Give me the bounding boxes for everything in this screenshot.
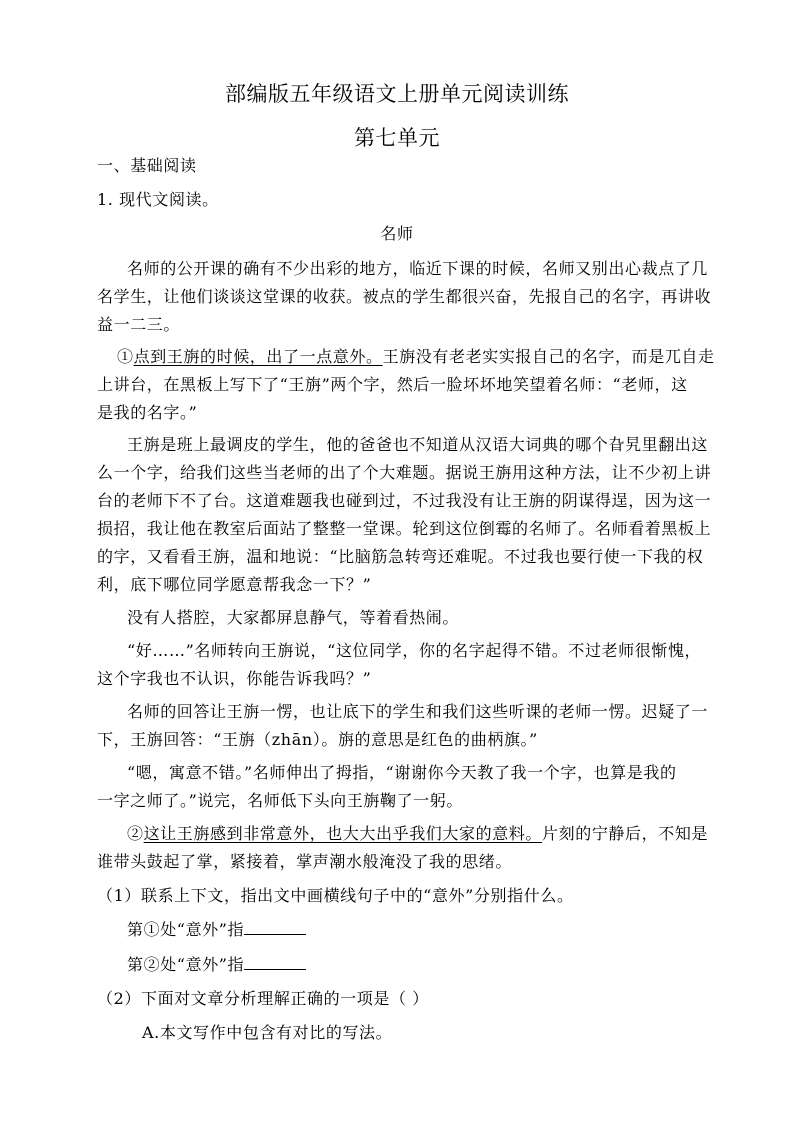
paragraph-4: 没有人搭腔，大家都屏息静气，等着看热闹。 (127, 608, 460, 627)
marker-2: ② (127, 824, 144, 843)
paragraph-6-line: 下，王旃回答：“王旃（zhān）。旃的意思是红色的曲柄旗。” (97, 730, 538, 749)
paragraph-7-line: “嗯，寓意不错。”名师伸出了拇指，“谢谢你今天教了我一个字，也算是我的 (127, 763, 677, 782)
paragraph-8-line: 谁带头鼓起了掌，紧接着，掌声潮水般淹没了我的思绪。 (97, 852, 513, 871)
underlined-sentence-1: 点到王旃的时候，出了一点意外。 (133, 347, 383, 366)
paragraph-2-line: 是我的名字。” (97, 403, 198, 422)
answer-2-blank[interactable] (244, 955, 306, 970)
paragraph-2-rest: 王旃没有老老实实报自己的名字，而是兀自走 (382, 347, 715, 366)
paragraph-1-line: 名学生，让他们谈谈这堂课的收获。被点的学生都很兴奋，先报自己的名字，再讲收 (97, 287, 712, 306)
option-a: A.本文写作中包含有对比的写法。 (142, 1023, 393, 1042)
paragraph-3-line: 利，底下哪位同学愿意帮我念一下？” (97, 575, 372, 594)
paragraph-2-line: 上讲台，在黑板上写下了“王旃”两个字，然后一脸坏坏地笑望着名师：“老师，这 (97, 375, 688, 394)
paragraph-2-line (117, 344, 727, 367)
paragraph-3-line: 损招，我让他在教室后面站了整整一堂课。轮到这位倒霉的名师了。名师看着黑板上 (97, 519, 712, 538)
paragraph-3-line: 的字，又看看王旃，温和地说：“比脑筋急转弯还难呢。不过我也要行使一下我的权 (97, 547, 704, 566)
paragraph-5-line: 这个字我也不认识，你能告诉我吗？” (97, 669, 372, 688)
answer-line-1 (127, 917, 737, 940)
question-1: （1）联系上下文，指出文中画横线句子中的“意外”分别指什么。 (97, 886, 574, 905)
paragraph-6-line: 名师的回答让王旃一愣，也让底下的学生和我们这些听课的老师一愣。迟疑了一 (127, 702, 709, 721)
underlined-sentence-2: 这让王旃感到非常意外，也大大出乎我们大家的意料。 (143, 824, 543, 843)
answer-1-label: 第①处“意外”指 (127, 920, 245, 939)
paragraph-8-line (127, 821, 737, 844)
question-2: （2）下面对文章分析理解正确的一项是（ ） (97, 989, 429, 1008)
paragraph-3-line: 台的老师下不了台。这道难题我也碰到过，不过我没有让王旃的阴谋得逞，因为这一 (97, 491, 712, 510)
paragraph-8-rest: 片刻的宁静后，不知是 (542, 824, 709, 843)
paragraph-3-line: 么一个字，给我们这些当老师的出了个大难题。据说王旃用这种方法，让不少初上讲 (97, 463, 712, 482)
unit-title: 第七单元 (354, 126, 440, 150)
answer-1-blank[interactable] (244, 920, 306, 935)
paragraph-7-line: 一字之师了。”说完，名师低下头向王旃鞠了一躬。 (97, 791, 463, 810)
passage-title: 名师 (380, 224, 414, 243)
section-heading: 一、基础阅读 (97, 156, 197, 175)
paragraph-3-line: 王旃是班上最调皮的学生，他的爸爸也不知道从汉语大词典的哪个旮旯里翻出这 (127, 435, 709, 454)
paragraph-5-line: “好……”名师转向王旃说，“这位同学，你的名字起得不错。不过老师很惭愧， (127, 641, 702, 660)
answer-2-label: 第②处“意外”指 (127, 955, 245, 974)
paragraph-1-line: 益一二三。 (97, 315, 181, 334)
marker-1: ① (117, 347, 134, 366)
answer-line-2 (127, 952, 737, 975)
document-title: 部编版五年级语文上册单元阅读训练 (225, 82, 569, 106)
question-item-1: 1. 现代文阅读。 (97, 190, 219, 209)
paragraph-1-line: 名师的公开课的确有不少出彩的地方，临近下课的时候，名师又别出心裁点了几 (127, 259, 709, 278)
